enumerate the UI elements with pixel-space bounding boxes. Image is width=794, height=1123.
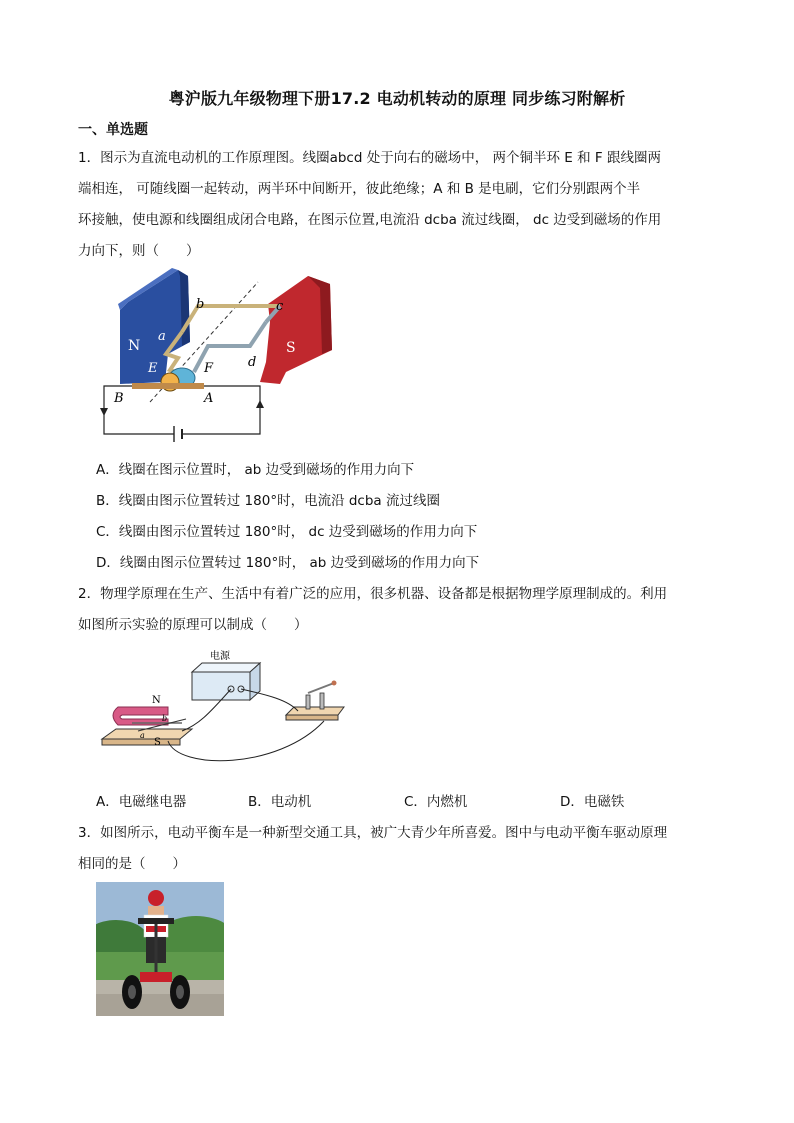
q2-option-c: C．内燃机 — [404, 794, 468, 810]
q1-option-b: B．线圈由图示位置转过 180°时，电流沿 dcba 流过线圈 — [96, 493, 440, 509]
motor-principle-figure — [90, 262, 350, 447]
q2-label-n: N — [152, 695, 161, 706]
brush-base — [132, 383, 204, 389]
south-label: S — [286, 340, 296, 356]
current-arrow-right — [256, 400, 264, 408]
label-b: b — [196, 297, 205, 312]
q2-line-2: 如图所示实验的原理可以制成（ ） — [78, 617, 308, 633]
q2-option-a: A．电磁继电器 — [96, 794, 187, 810]
q1-option-a: A．线圈在图示位置时， ab 边受到磁场的作用力向下 — [96, 462, 415, 478]
left-base — [102, 729, 192, 739]
label-a: a — [158, 329, 166, 344]
document-title: 粤沪版九年级物理下册17.2 电动机转动的原理 同步练习附解析 — [168, 89, 626, 108]
q1-option-d: D．线圈由图示位置转过 180°时， ab 边受到磁场的作用力向下 — [96, 555, 480, 571]
label-brush-b: B — [114, 391, 124, 406]
north-label: N — [128, 338, 141, 354]
q3-line-2: 相同的是（ ） — [78, 856, 186, 872]
q1-option-c: C．线圈由图示位置转过 180°时， dc 边受到磁场的作用力向下 — [96, 524, 478, 540]
label-brush-a: A — [204, 391, 214, 406]
switch-lever — [308, 683, 334, 693]
q2-label-a: a — [140, 731, 145, 740]
section-heading: 一、单选题 — [78, 122, 148, 138]
label-e: E — [148, 361, 158, 376]
q2-label-b: b — [162, 714, 168, 723]
q2-label-s: S — [154, 737, 161, 748]
label-d: d — [248, 355, 257, 370]
balance-scooter-photo — [96, 882, 224, 1016]
q3-line-1: 3．如图所示，电动平衡车是一种新型交通工具，被广大青少年所喜爱。图中与电动平衡车驱动原理 — [78, 825, 668, 841]
helmet-icon — [148, 890, 164, 906]
q1-line-3: 环接触，使电源和线圈组成闭合电路，在图示位置,电流沿 dcba 流过线圈， dc 边受到磁场的作用 — [78, 212, 662, 228]
label-f: F — [204, 361, 214, 376]
power-label: 电源 — [210, 651, 230, 662]
label-c: c — [276, 299, 284, 314]
q2-line-1: 2．物理学原理在生产、生活中有着广泛的应用，很多机器、设备都是根据物理学原理制成的。利用 — [78, 586, 668, 602]
q1-line-4: 力向下，则（ ） — [78, 243, 200, 259]
q1-line-2: 端相连， 可随线圈一起转动，两半环中间断开，彼此绝缘；A 和 B 是电刷，它们分别跟两个半 — [78, 181, 641, 197]
q1-line-1: 1．图示为直流电动机的工作原理图。线圈abcd 处于向右的磁场中， 两个铜半环 E 和 F 跟线圈两 — [78, 150, 661, 166]
q2-option-b: B．电动机 — [248, 794, 312, 810]
q2-option-d: D．电磁铁 — [560, 794, 625, 810]
experiment-figure — [98, 645, 348, 770]
current-arrow-left — [100, 408, 108, 416]
